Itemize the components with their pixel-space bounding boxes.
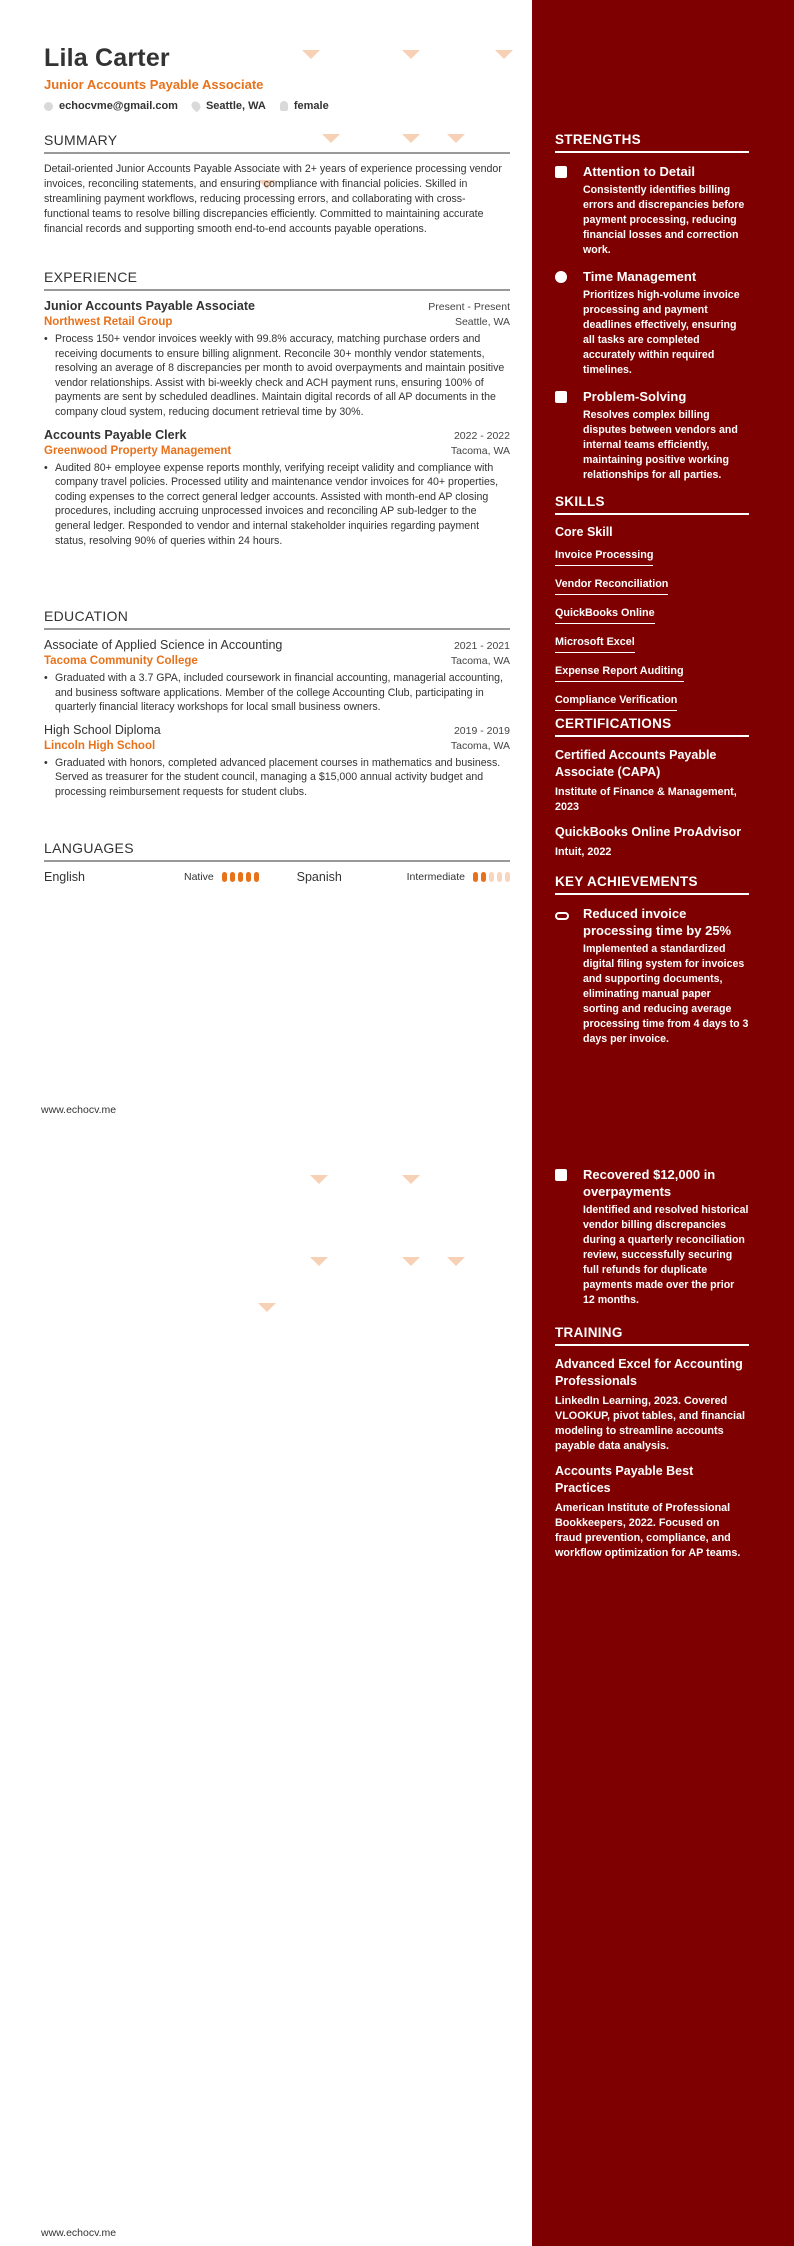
edu-bullet: • Graduated with a 3.7 GPA, included coursework in financial accounting, managerial accounting, and business software applications. Member of the college Accounting Club, participating in quarterly financial literacy workshops for local small business owners. [44, 672, 503, 714]
achievements-section [555, 874, 749, 1057]
resume-page-2 [0, 1123, 794, 2246]
rating-pip [246, 872, 251, 882]
location-pin-icon [190, 100, 203, 113]
candidate-name: Lila Carter [44, 44, 170, 72]
rating-pip [222, 872, 227, 882]
truck-icon [555, 1169, 567, 1181]
school-name: Lincoln High School [44, 739, 156, 752]
footer-link[interactable]: www.echocv.me [41, 1104, 117, 1116]
language-rating [222, 872, 259, 882]
rating-pip [473, 872, 478, 882]
contact-row [44, 100, 510, 112]
degree: High School Diploma [44, 722, 161, 737]
language-name: English [44, 870, 85, 884]
decor-shape [402, 1257, 420, 1266]
decor-shape [447, 1257, 465, 1266]
language-rating [473, 872, 510, 882]
languages-section [44, 840, 510, 884]
company-name: Northwest Retail Group [44, 316, 173, 328]
person-icon [280, 101, 288, 111]
languages-row [44, 870, 510, 884]
job-bullet: • Process 150+ vendor invoices weekly with 99.8% accuracy, matching purchase orders and receiving documents to ensure billing alignment. Reconcile 30+ monthly vendor statements, resolving an average of 8 discrepancies per month to avoid overpayments and maintain positive vendor relationships. Assist with bi-weekly check and ACH payment runs, ensuring 100% of payments are sent by scheduled deadlines. Maintain digital records of all AP documents in the company cloud system, reducing document retrieval time by 30%. [44, 333, 505, 418]
section-heading: SUMMARY [44, 132, 510, 154]
contact-location: Seattle, WA [192, 100, 266, 112]
at-icon [44, 102, 53, 111]
skill-item: Microsoft Excel [555, 636, 635, 653]
rating-pip [254, 872, 259, 882]
skills-section [555, 494, 749, 719]
job-dates: 2022 - 2022 [453, 429, 510, 442]
achievement-item [555, 1166, 749, 1308]
strength-title: Attention to Detail [583, 164, 695, 179]
training-desc: American Institute of Professional Bookkeepers, 2022. Focused on fraud prevention, compliance, and workflow optimization for AP teams. [555, 1502, 741, 1559]
contact-email[interactable]: echocvme@gmail.com [44, 100, 178, 112]
skill-item: Expense Report Auditing [555, 665, 684, 682]
strength-title: Problem-Solving [583, 389, 687, 404]
language-level: Intermediate [406, 871, 465, 883]
job-location: Tacoma, WA [450, 444, 510, 457]
section-heading: STRENGTHS [555, 132, 749, 153]
skill-item: Compliance Verification [555, 694, 677, 711]
training-desc: LinkedIn Learning, 2023. Covered VLOOKUP, pivot tables, and financial modeling to streamline accounts payable data analysis. [555, 1395, 745, 1452]
strength-desc: Resolves complex billing disputes between vendors and internal teams efficiently, maintaining positive working relationships for all parties. [583, 409, 738, 481]
language-level: Native [184, 871, 214, 883]
cert-issuer: Institute of Finance & Management, 2023 [555, 786, 737, 813]
language-name: Spanish [296, 870, 342, 884]
cert-title: Certified Accounts Payable Associate (CAPA) [555, 748, 717, 779]
decor-shape [402, 1175, 420, 1184]
skills-subheading: Core Skill [555, 525, 613, 539]
header [44, 44, 510, 112]
candidate-title: Junior Accounts Payable Associate [44, 77, 264, 92]
rating-pip [238, 872, 243, 882]
skill-item: QuickBooks Online [555, 607, 655, 624]
job-title: Accounts Payable Clerk [44, 427, 187, 442]
rating-pip [489, 872, 494, 882]
rating-pip [497, 872, 502, 882]
degree: Associate of Applied Science in Accounting [44, 638, 283, 652]
training-title: Advanced Excel for Accounting Professionals [555, 1357, 743, 1388]
strength-item [555, 268, 749, 378]
contact-gender: female [280, 100, 329, 112]
job-location: Seattle, WA [454, 316, 510, 328]
achievement-desc: Implemented a standardized digital filing system for invoices and supporting documents, eliminating manual paper sorting and reducing average processing time from 4 days to 3 days per invoice. [583, 943, 749, 1045]
rating-pip [230, 872, 235, 882]
section-heading: LANGUAGES [44, 840, 510, 862]
strength-title: Time Management [583, 269, 697, 284]
summary-section [44, 132, 510, 237]
achievement-desc: Identified and resolved historical vendor billing discrepancies during a quarterly reconciliation review, successfully securing full refunds for duplicate payments made over the prior 12 months. [583, 1204, 749, 1306]
job-dates: Present - Present [428, 301, 510, 313]
job-title: Junior Accounts Payable Associate [44, 299, 255, 313]
language-item [44, 870, 259, 884]
edu-location: Tacoma, WA [450, 739, 510, 752]
school-name: Tacoma Community College [44, 655, 198, 667]
cert-issuer: Intuit, 2022 [555, 846, 612, 858]
decor-shape [258, 1303, 276, 1312]
language-item [297, 870, 510, 884]
section-heading: EDUCATION [44, 608, 510, 630]
achievement-title: Recovered $12,000 in overpayments [583, 1167, 716, 1199]
decor-shape [310, 1175, 328, 1184]
education-section [44, 608, 510, 808]
strength-desc: Prioritizes high-volume invoice processing and payment deadlines effectively, ensuring all tasks are completed accurately within required timelines. [583, 289, 740, 376]
strength-item [555, 163, 749, 258]
achievement-item [555, 905, 749, 1047]
achievements-continued [555, 1166, 749, 1318]
footer-link[interactable]: www.echocv.me [41, 2227, 117, 2239]
strength-desc: Consistently identifies billing errors and discrepancies before payment processing, reducing financial losses and correction work. [583, 184, 745, 256]
strengths-section [555, 132, 749, 493]
section-heading: EXPERIENCE [44, 269, 510, 291]
document-icon [555, 166, 567, 178]
cert-title: QuickBooks Online ProAdvisor [555, 825, 742, 839]
section-heading: SKILLS [555, 494, 749, 515]
section-heading: TRAINING [555, 1325, 749, 1346]
strength-item [555, 388, 749, 483]
education-entry [44, 723, 510, 800]
certifications-section [555, 716, 749, 869]
clock-icon [555, 271, 567, 283]
edu-location: Tacoma, WA [450, 655, 510, 667]
company-name: Greenwood Property Management [44, 444, 232, 457]
summary-text: Detail-oriented Junior Accounts Payable Associate with 2+ years of experience processing vendor invoices, reconciling statements, and ensuring compliance with financial policies. Skilled in streamlining payment workflows, reducing processing errors, and collaborating with cross-functional teams to resolve billing discrepancies efficiently. Committed to maintaining accurate financial records and supporting smooth end-to-end accounts payable operations. [44, 163, 502, 235]
training-section [555, 1325, 749, 1570]
section-heading: KEY ACHIEVEMENTS [555, 874, 749, 895]
job-entry [44, 299, 510, 420]
puzzle-icon [555, 391, 567, 403]
skill-list [555, 545, 749, 719]
section-heading: CERTIFICATIONS [555, 716, 749, 737]
education-entry [44, 638, 510, 715]
edu-dates: 2019 - 2019 [453, 724, 510, 737]
experience-section [44, 269, 510, 556]
rating-pip [505, 872, 510, 882]
achievement-title: Reduced invoice processing time by 25% [583, 906, 732, 938]
job-entry [44, 428, 510, 549]
pill-icon [555, 912, 569, 920]
training-title: Accounts Payable Best Practices [555, 1464, 694, 1495]
skill-item: Vendor Reconciliation [555, 578, 668, 595]
edu-bullet: • Graduated with honors, completed advanced placement courses in mathematics and business. Served as treasurer for the student council, managing a $15,000 annual activity budget and processing reimbursement requests for student clubs. [44, 756, 501, 798]
edu-dates: 2021 - 2021 [453, 640, 510, 652]
job-bullet: • Audited 80+ employee expense reports monthly, verifying receipt validity and compliance with company travel policies. Processed utility and maintenance vendor invoices for 40+ properties, coding expenses to the correct general ledger accounts. Assisted with month-end AP closing procedures, including accruing unprocessed invoices and reconciling AP sub-ledger to the general ledger. Responded to vendor and internal stakeholder inquiries regarding payment status, resolving 90% of queries within 24 hours. [44, 461, 499, 547]
rating-pip [481, 872, 486, 882]
skill-item: Invoice Processing [555, 549, 653, 566]
decor-shape [310, 1257, 328, 1266]
